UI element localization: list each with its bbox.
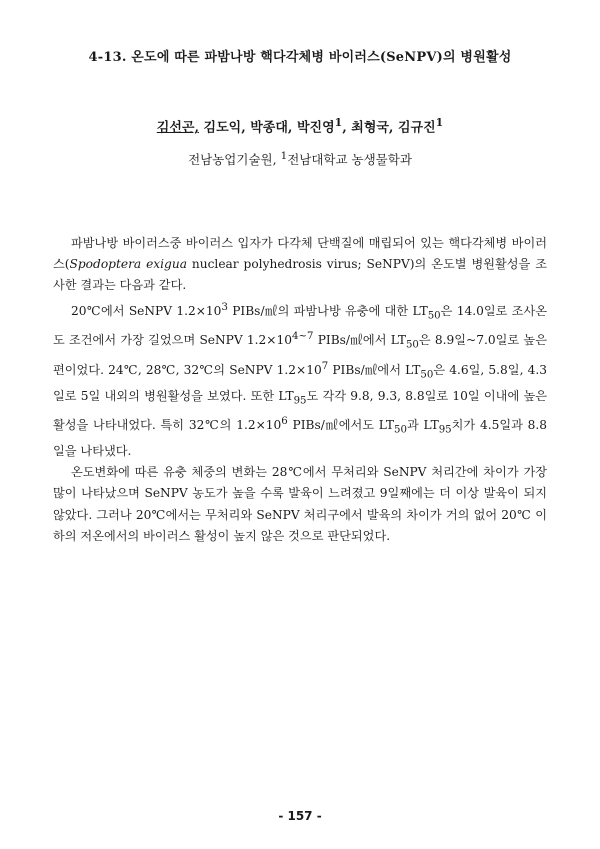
co-authors-a: 김도익, 박종대, 박진영: [199, 120, 335, 136]
paragraph-text: 은 14.0일로 조사온도 조건에서 가장 길었으며 SeNPV 1.2×10: [53, 303, 548, 348]
paragraph-results: [53, 297, 547, 463]
paragraph-text: 과 LT: [406, 418, 439, 433]
author-affiliation-mark: 1: [334, 116, 343, 129]
exponent: 6: [281, 416, 288, 428]
subscript: 95: [438, 424, 452, 436]
paragraph-text: PIBs/㎖에서도 LT: [287, 418, 395, 433]
author-line: [40, 116, 560, 135]
article-title: 4-13. 온도에 따른 파밤나방 핵다각체병 바이러스(SeNPV)의 병원활성: [88, 50, 512, 65]
subscript: 50: [420, 369, 434, 381]
exponent: 7: [321, 361, 329, 373]
subscript: 95: [293, 395, 307, 407]
abstract-body: [53, 233, 547, 547]
paragraph-text: 파밤나방 바이러스중 바이러스 입자가 다각체 단백질에 매립되어 있는 핵다각체병 바이러스(: [53, 236, 547, 272]
affiliation-mark: 1: [280, 150, 288, 162]
exponent: 4~7: [292, 331, 314, 343]
first-author: 김선곤,: [156, 120, 199, 136]
exponent: 3: [221, 301, 228, 313]
page-number: - 157 -: [278, 809, 322, 823]
paragraph-text: 치가 4.5일과 8.8일을 나타냈다.: [53, 418, 547, 459]
subscript: 50: [427, 310, 441, 322]
paragraph-text: PIBs/㎖의 파밤나방 유충에 대한 LT: [227, 303, 428, 318]
paragraph-text: PIBs/㎖에서 LT: [313, 333, 406, 348]
paragraph-text: nuclear polyhedrosis virus; SeNPV)의 온도별 병원활성을 조사한 결과는 다음과 같다.: [53, 257, 548, 293]
subscript: 50: [405, 339, 419, 351]
paragraph-text: 은 8.9일~7.0일로 높은 편이었다. 24℃, 28℃, 32℃의 SeNPV 1.2×10: [53, 333, 547, 378]
subscript: 50: [394, 424, 407, 436]
affiliation-primary: 전남농업기술원,: [188, 152, 281, 168]
paragraph-text: 은 4.6일, 5.8일, 4.3일로 5일 내외의 병원활성을 보였다. 또한 LT: [53, 363, 547, 403]
paragraph-intro: [53, 233, 547, 297]
paragraph-text: 20℃에서 SeNPV 1.2×10: [71, 303, 222, 318]
species-name: Spodoptera exigua: [69, 257, 187, 272]
affiliation-line: [40, 150, 560, 168]
co-authors-b: , 최형국, 김규진: [342, 120, 436, 136]
paragraph-text: 도 각각 9.8, 9.3, 8.8일로 10일 이내에 높은 활성을 나타내었다. 특히 32℃의 1.2×10: [53, 388, 547, 433]
author-affiliation-mark: 1: [435, 116, 444, 129]
affiliation-secondary: 전남대학교 농생물학과: [287, 152, 412, 168]
paragraph-text: PIBs/㎖에서 LT: [328, 363, 421, 378]
paragraph-weight: 온도변화에 따른 유충 체중의 변화는 28℃에서 무처리와 SeNPV 처리간에 차이가 가장 많이 나타났으며 SeNPV 농도가 높을 수록 발육이 느려졌고 9일째에는 더 이상 발육이 되지 않았다. 그러나 20℃에서는 무처리와 SeNPV 처리구에서 발육의 차이가 거의 없어 20℃ 이하의 저온에서의 바이러스 활성이 높지 않은 것으로 판단되었다.: [53, 465, 547, 543]
